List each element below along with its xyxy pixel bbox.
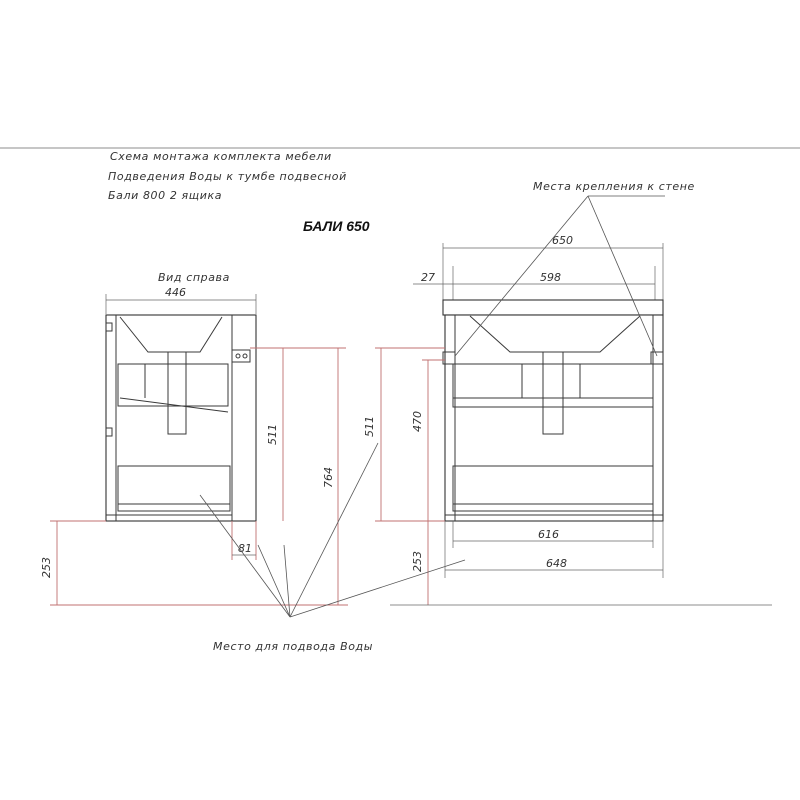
header-line-1: Схема монтажа комплекта мебели	[110, 150, 332, 163]
side-view	[106, 286, 256, 521]
dim-side-81: 81	[238, 542, 252, 555]
mount-points-label: Места крепления к стене	[533, 180, 695, 193]
dim-front-616: 616	[538, 528, 559, 541]
dim-front-470: 470	[411, 411, 424, 432]
dim-front-27: 27	[421, 271, 435, 284]
front-basin-top	[443, 300, 663, 315]
front-cabinet-body	[445, 315, 663, 521]
model-title: БАЛИ 650	[303, 218, 370, 234]
dim-side-width: 446	[165, 286, 186, 299]
side-view-label: Вид справа	[158, 271, 230, 284]
dim-front-648: 648	[546, 557, 567, 570]
dim-side-511: 511	[266, 424, 279, 445]
dim-front-598: 598	[540, 271, 561, 284]
dim-front-650: 650	[552, 234, 573, 247]
water-supply-label: Место для подвода Воды	[213, 640, 374, 653]
dim-side-253: 253	[40, 557, 53, 578]
dim-front-253: 253	[411, 551, 424, 572]
header-line-3: Бали 800 2 ящика	[108, 189, 223, 202]
dim-front-511: 511	[363, 416, 376, 437]
header-line-2: Подведения Воды к тумбе подвесной	[108, 170, 347, 183]
front-view	[413, 234, 663, 521]
side-cabinet-body	[106, 315, 256, 521]
dim-side-764: 764	[322, 467, 335, 488]
